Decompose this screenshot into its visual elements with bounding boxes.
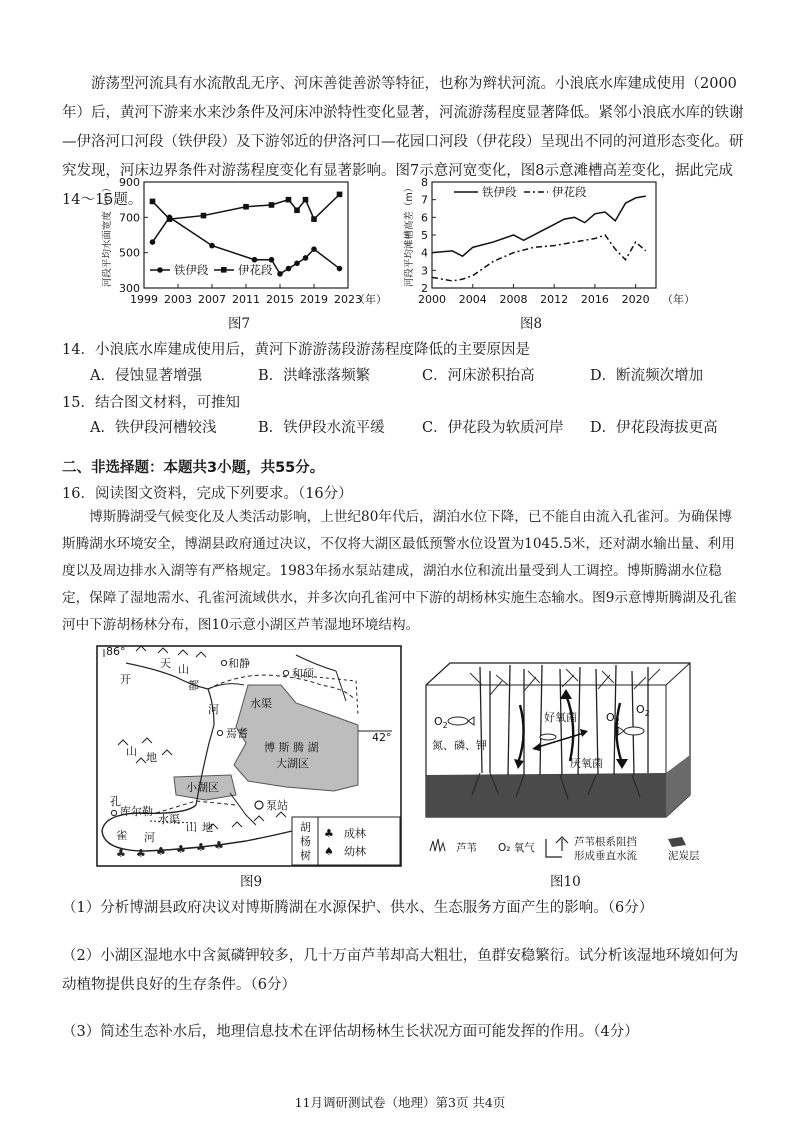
lon-label: 86° xyxy=(106,645,126,658)
x-axis-unit: （年） xyxy=(662,293,695,306)
data-point xyxy=(294,207,300,213)
legend-label-yihua: 伊花段 xyxy=(238,263,273,277)
data-point xyxy=(209,243,215,249)
pump-station-label: 泵站 xyxy=(266,799,288,812)
q14-option-c: C．河床淤积抬高 xyxy=(422,368,535,384)
legend-flow-label-2: 形成垂直水流 xyxy=(574,850,637,862)
intro-paragraph: 游荡型河流具有水流散乱无序、河床善徙善淤等特征，也称为辫状河流。小浪底水库建成使用（2000年）后，黄河下游来水来沙条件及河床冲淤特性变化显著，河流游荡程度显著降低。紧邻小浪底水库的铁谢—伊洛河口河段（铁伊段）及下游邻近的伊洛河口—花园口河段（伊花段）呈现出不同的河道形态变化。研究发现，河床边界条件对游荡程度变化有显著影响。图7示意河宽变化，图8示意滩槽高差变化，据此完成14～15题。 xyxy=(62,76,744,208)
x-tick-label: 2004 xyxy=(458,293,487,306)
que-char: 雀 xyxy=(116,829,127,842)
legend-label-yihua: 伊花段 xyxy=(552,185,587,199)
plot-frame xyxy=(432,182,656,288)
data-point xyxy=(243,204,249,210)
svg-text:♣: ♣ xyxy=(136,847,146,860)
anaerobic-bacteria-label: 厌氧菌 xyxy=(570,757,603,770)
figure-9-caption: 图9 xyxy=(240,874,263,890)
data-point xyxy=(337,266,343,272)
series-line-2 xyxy=(432,235,646,281)
yanqi-label: 焉耆 xyxy=(226,727,248,740)
y-tick-label: 7 xyxy=(421,193,428,207)
question-16-material: 博斯腾湖受气候变化及人类活动影响，上世纪80年代后，湖泊水位下降，已不能自由流入孔雀河。为确保博斯腾湖水环境安全，博湖县政府通过决议，不仅将大湖区最低预警水位设置为1045.5米，还对湖水输出量、利用度以及周边排水入湖等有严格规定。1983年扬水泵站建成，湖泊水位和流出量受到人工调控。博斯腾湖水位稳定，保障了湿地需水、孔雀河流域供水，并多次向孔雀河中下游的胡杨林实施生态输水。图9示意博斯腾湖及孔雀河中下游胡杨林分布，图10示意小湖区芦苇湿地环境结构。 xyxy=(62,509,737,633)
aerobic-bacteria-label: 好氧菌 xyxy=(544,711,577,724)
data-point xyxy=(252,257,258,263)
legend-mature-icon: ♣ xyxy=(324,827,334,840)
figure-10-diagram xyxy=(420,655,710,867)
q15-option-d: D．伊花段海拔更高 xyxy=(590,420,718,436)
data-point xyxy=(311,216,317,222)
legend-yang-char: 杨 xyxy=(300,835,311,848)
tianshan-label-2: 山 xyxy=(178,663,189,676)
y-axis-label: 河段平均滩槽高差（m） xyxy=(404,182,415,288)
lat-label: 42° xyxy=(372,731,392,744)
legend-reed-label: 芦苇 xyxy=(456,842,477,854)
data-point xyxy=(277,271,283,277)
data-point xyxy=(150,239,156,245)
data-point xyxy=(294,260,300,266)
kong-char: 孔 xyxy=(110,795,121,808)
y-tick-label: 700 xyxy=(119,211,140,225)
x-tick-label: 2011 xyxy=(232,293,260,306)
shandi2-label-2: 地 xyxy=(202,821,213,834)
o2-label-right: $O_2$ xyxy=(636,703,650,718)
data-point xyxy=(286,197,292,203)
y-axis-label: 河段平均水面宽度（m） xyxy=(102,182,113,288)
kaidu-label-1: 开 xyxy=(120,673,131,686)
legend-oxygen-label: O₂ 氧气 xyxy=(498,842,535,854)
question-15-stem: 15．结合图文材料，可推知 xyxy=(62,395,240,411)
figure-10-legend xyxy=(430,835,700,862)
small-lake-label: 小湖区 xyxy=(186,781,219,794)
shandi-label-2: 地 xyxy=(146,751,157,764)
x-tick-label: 1999 xyxy=(130,293,158,306)
svg-text:♣: ♣ xyxy=(156,845,166,858)
question-16-2: （2）小湖区湿地水中含氮磷钾较多，几十万亩芦苇却高大粗壮，鱼群安稳繁衍。试分析该湿地环境如何为动植物提供良好的生存条件。（6分） xyxy=(62,948,739,993)
data-point xyxy=(311,246,317,252)
x-tick-label: 2016 xyxy=(580,293,609,306)
y-tick-label: 300 xyxy=(119,282,140,295)
legend-young-label: 幼林 xyxy=(344,845,366,858)
figure-7-chart xyxy=(98,176,388,324)
legend-peat-label: 泥炭层 xyxy=(668,850,700,862)
shandi-label-1: 山 xyxy=(126,745,137,758)
x-tick-label: 2019 xyxy=(300,293,328,306)
q15-option-c: C．伊花段为软质河岸 xyxy=(422,420,564,436)
tianshan-label-1: 天 xyxy=(160,657,171,670)
data-point xyxy=(269,257,275,263)
data-point xyxy=(150,199,156,205)
figure-8-chart xyxy=(400,176,700,324)
svg-text:♣: ♣ xyxy=(116,847,126,860)
canal-label-south: 水渠 xyxy=(158,813,180,826)
figure-8-caption: 图8 xyxy=(520,316,543,332)
q15-option-b: B．铁伊段水流平缓 xyxy=(258,420,385,436)
page-footer: 11月调研测试卷（地理）第3页 共4页 xyxy=(294,1095,506,1110)
y-tick-label: 2 xyxy=(421,282,428,295)
question-16-1: （1）分析博湖县政府决议对博斯腾湖在水源保护、供水、生态服务方面产生的影响。（6分） xyxy=(62,900,654,916)
x-tick-label: 2020 xyxy=(621,293,650,306)
q14-option-a: A．侵蚀显著增强 xyxy=(90,368,202,384)
x-tick-label: 2003 xyxy=(164,293,192,306)
data-point xyxy=(167,216,173,222)
legend-young-icon: ♠ xyxy=(324,845,334,858)
figure-10-caption: 图10 xyxy=(550,874,581,890)
y-tick-label: 8 xyxy=(421,176,428,189)
svg-text:♣: ♣ xyxy=(176,843,186,856)
legend-shu-char: 树 xyxy=(300,849,311,862)
o2-label-mid: $O_2$ xyxy=(606,711,620,726)
q14-option-b: B．洪峰涨落频繁 xyxy=(258,368,371,384)
section-2-heading: 二、非选择题：本题共3小题，共55分。 xyxy=(62,460,325,476)
data-point xyxy=(337,192,343,198)
x-tick-label: 2015 xyxy=(266,293,294,306)
y-tick-label: 5 xyxy=(421,229,428,242)
svg-text:♣: ♣ xyxy=(214,839,224,852)
x-axis-unit: （年） xyxy=(354,293,387,306)
data-point xyxy=(286,266,292,272)
legend-flow-label-1: 芦苇根系阻挡 xyxy=(574,836,637,848)
lake-name-label: 博 斯 腾 湖 xyxy=(264,741,319,754)
question-14-stem: 14．小浪底水库建成使用后，黄河下游游荡段游荡程度降低的主要原因是 xyxy=(62,342,530,358)
river-char: 河 xyxy=(144,831,155,844)
big-lake-area-label: 大湖区 xyxy=(276,757,309,770)
x-tick-label: 2023 xyxy=(334,293,362,306)
kaidu-label-2: 都 xyxy=(188,679,199,692)
river-he-label: 河 xyxy=(208,703,219,716)
data-point xyxy=(303,197,309,203)
question-16-3: （3）简述生态补水后，地理信息技术在评估胡杨林生长状况方面可能发挥的作用。（4分） xyxy=(62,1024,639,1040)
q14-option-d: D．断流频次增加 xyxy=(590,368,704,384)
nutrient-label: 氮、磷、钾 xyxy=(432,739,487,752)
legend-marker-1 xyxy=(157,267,163,273)
figure-7-caption: 图7 xyxy=(228,316,251,332)
legend-mature-label: 成林 xyxy=(344,827,366,840)
y-tick-label: 6 xyxy=(421,211,428,225)
data-point xyxy=(201,213,207,219)
y-tick-label: 900 xyxy=(119,176,140,189)
canal-label-north: 水渠 xyxy=(250,697,272,710)
q15-option-a: A．铁伊段河槽较浅 xyxy=(90,420,217,436)
data-point xyxy=(269,202,275,208)
x-tick-label: 2007 xyxy=(198,293,226,306)
hejing-label: 和静 xyxy=(228,657,250,670)
y-tick-label: 3 xyxy=(421,264,428,278)
heshuo-label: 和硕 xyxy=(292,667,314,680)
shandi2-label-1: 山 xyxy=(186,821,197,834)
svg-text:♣: ♣ xyxy=(196,841,206,854)
legend-label-tieyi: 铁伊段 xyxy=(174,263,209,277)
x-tick-label: 2000 xyxy=(418,293,446,306)
figure-9-map xyxy=(96,645,402,867)
y-tick-label: 500 xyxy=(119,246,140,260)
legend-label-tieyi: 铁伊段 xyxy=(482,185,517,199)
y-tick-label: 4 xyxy=(421,246,428,260)
legend-hu-char: 胡 xyxy=(300,821,311,834)
korla-label: 库尔勒 xyxy=(120,805,153,818)
x-tick-label: 2008 xyxy=(499,293,528,306)
question-16-stem: 16．阅读图文资料，完成下列要求。（16分） xyxy=(62,486,353,502)
data-point xyxy=(303,255,309,261)
x-tick-label: 2012 xyxy=(540,293,569,306)
peat-layer xyxy=(426,773,666,817)
o2-label-left: $O_2$ xyxy=(434,715,448,730)
pump-station-icon xyxy=(255,801,263,809)
legend-marker-2 xyxy=(221,267,227,273)
